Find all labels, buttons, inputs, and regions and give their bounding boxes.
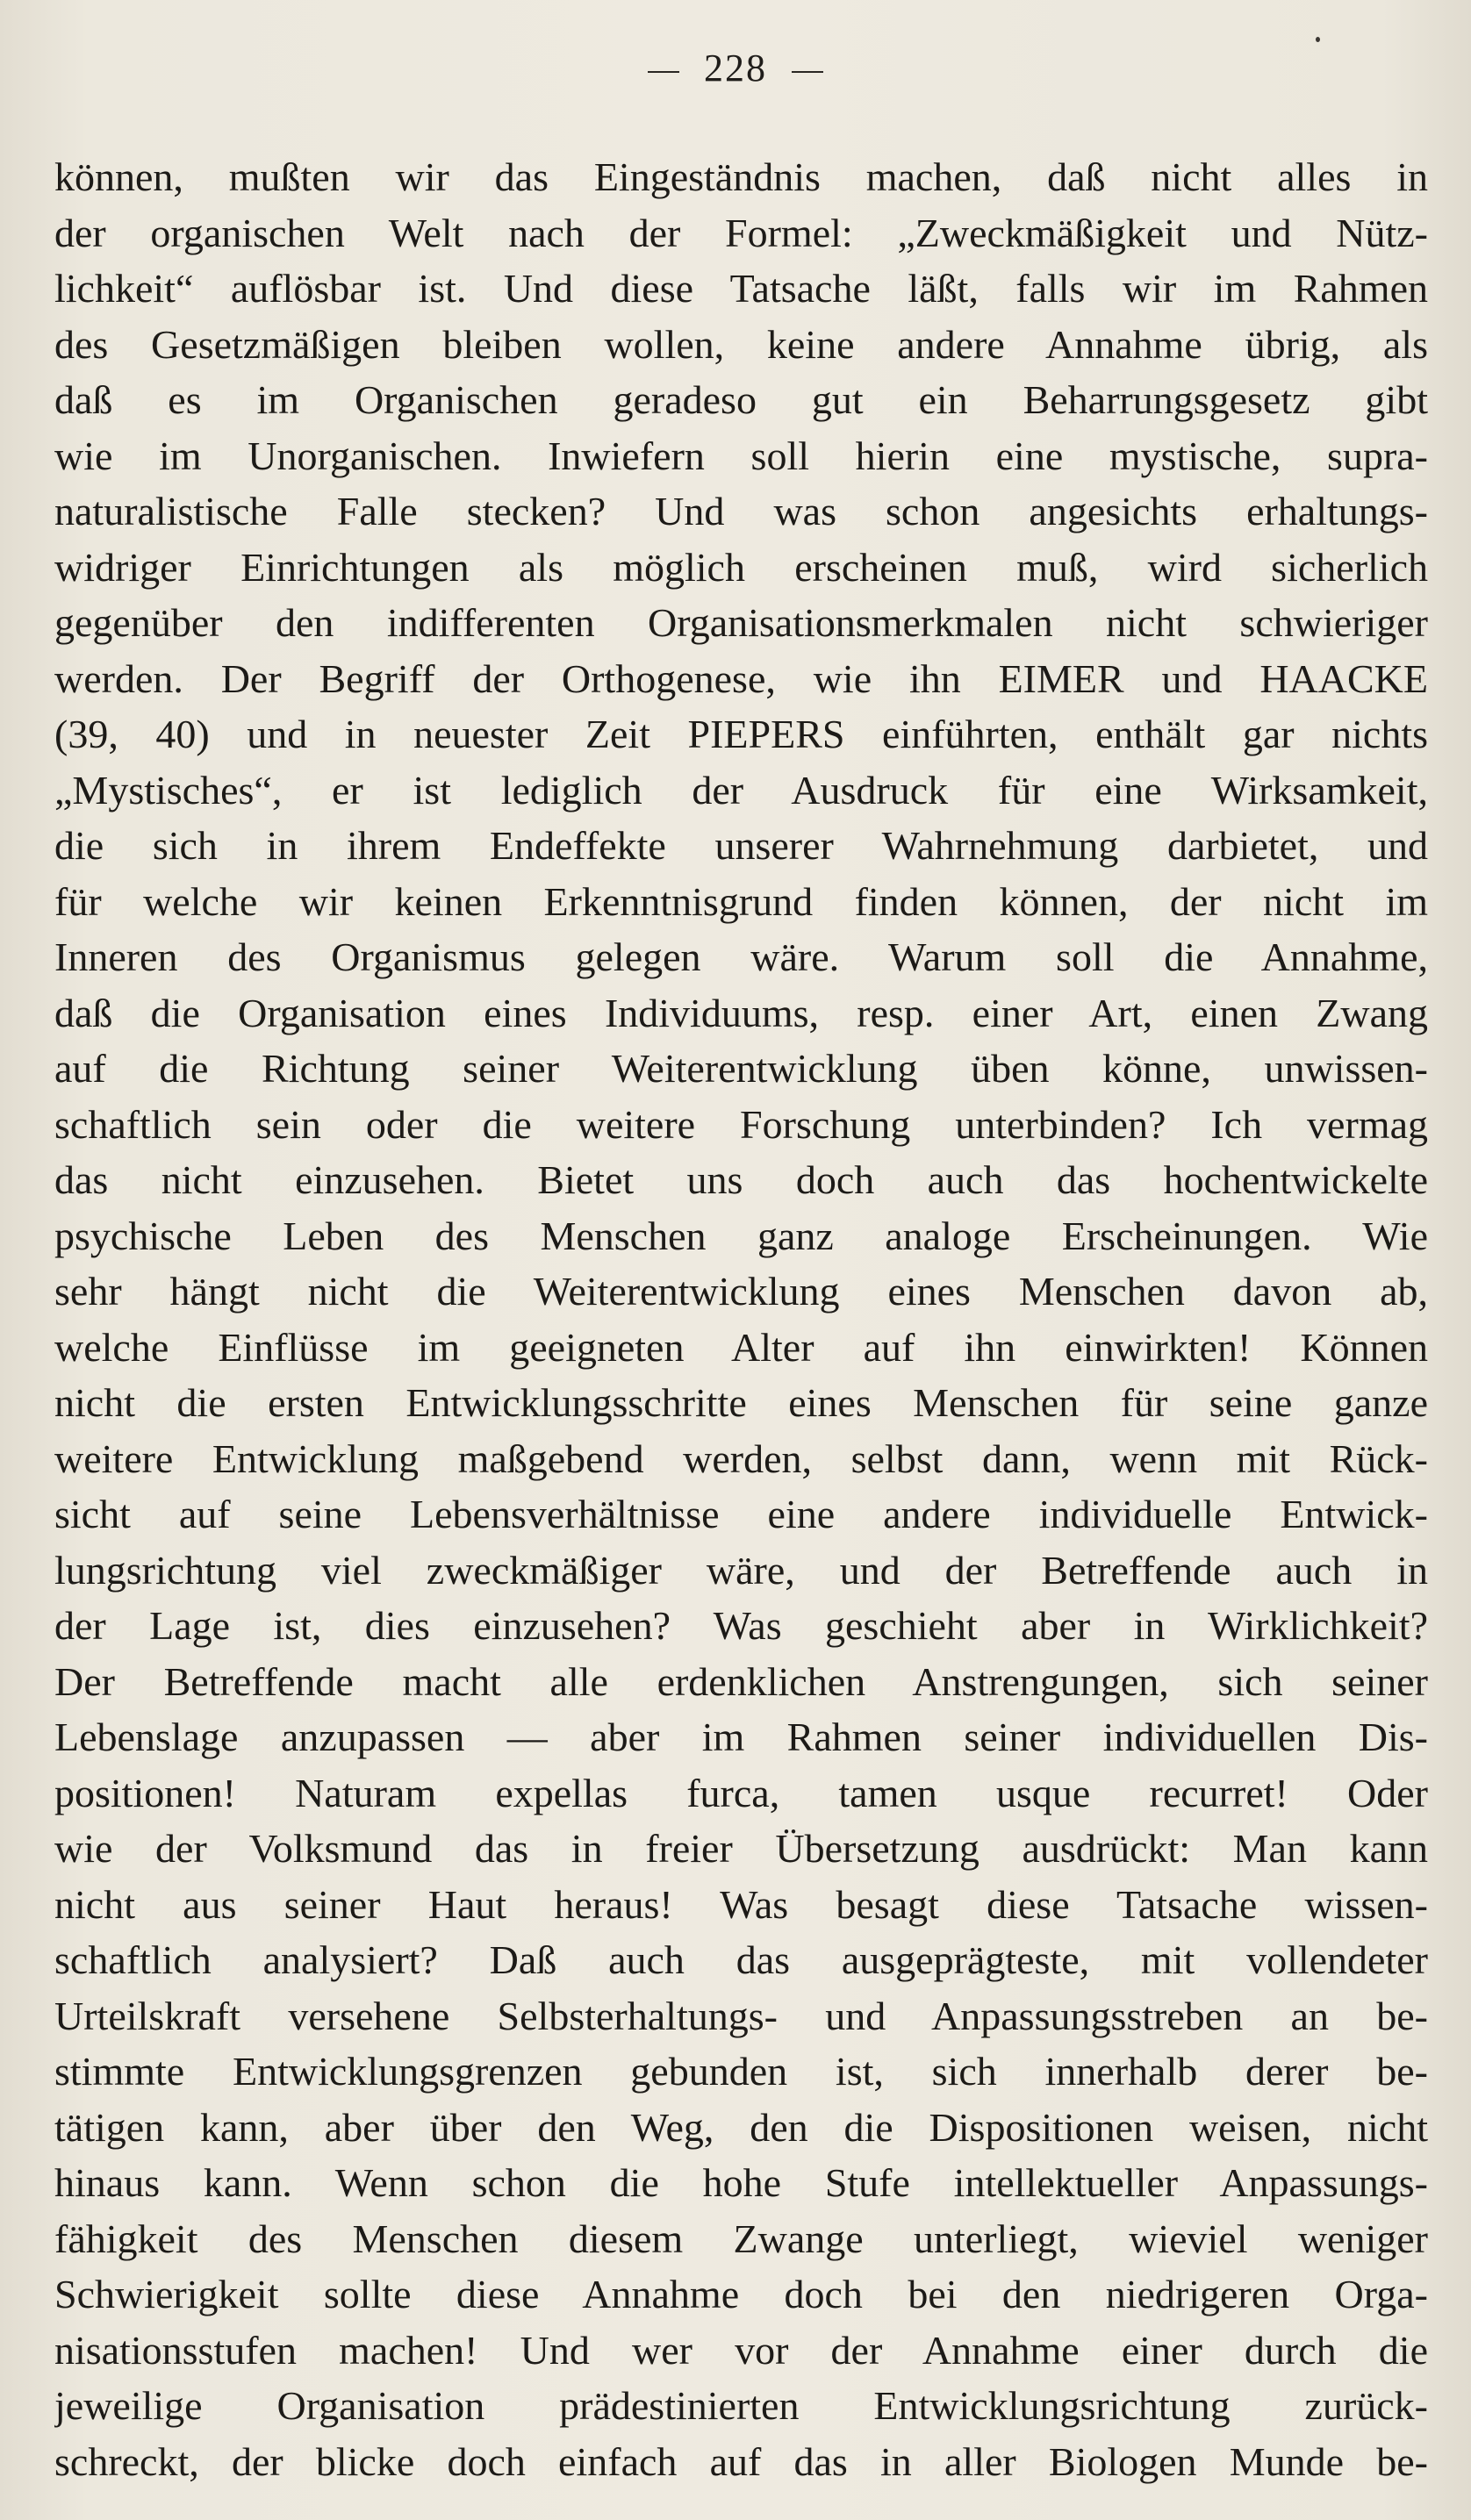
text-line: Urteilskraft versehene Selbsterhaltungs- und Anpassungsstreben an be- [54, 1993, 1428, 2038]
text-line: naturalistische Falle stecken? Und was schon angesichts erhaltungs- [54, 489, 1428, 533]
text-line: des Gesetzmäßigen bleiben wollen, keine andere Annahme übrig, als [54, 321, 1428, 367]
header-dash-right [792, 71, 823, 73]
text-line: werden. Der Begriff der Orthogenese, wie ihn EIMER und HAACKE [54, 655, 1428, 701]
text-line: nicht die ersten Entwicklungsschritte eines Menschen für seine ganze [54, 1380, 1428, 1425]
text-line: hinaus kann. Wenn schon die hohe Stufe intellektueller Anpassungs- [54, 2160, 1428, 2205]
text-line: stimmte Entwicklungsgrenzen gebunden ist, sich innerhalb derer be- [54, 2049, 1428, 2094]
text-line: Schwierigkeit sollte diese Annahme doch bei den niedrigeren Orga- [54, 2272, 1428, 2316]
text-line: der Lage ist, dies einzusehen? Was geschieht aber in Wirklichkeit? [54, 1603, 1428, 1648]
text-line: daß es im Organischen geradeso gut ein Beharrungsgesetz gibt [54, 377, 1428, 422]
text-line: die sich in ihrem Endeffekte unserer Wahrnehmung darbietet, und [54, 823, 1428, 868]
text-line: welche Einflüsse im geeigneten Alter auf ihn einwirkten! Können [54, 1324, 1428, 1370]
text-line: tätigen kann, aber über den Weg, den die Dispositionen weisen, nicht [54, 2104, 1428, 2150]
text-line: gegenüber den indifferenten Organisationsmerkmalen nicht schwieriger [54, 600, 1428, 645]
header-dash-left [648, 71, 679, 73]
text-line: für welche wir keinen Erkenntnisgrund finden können, der nicht im [54, 878, 1428, 924]
text-line: nicht aus seiner Haut heraus! Was besagt diese Tatsache wissen- [54, 1881, 1428, 1927]
text-line: sehr hängt nicht die Weiterentwicklung eines Menschen davon ab, [54, 1269, 1428, 1314]
text-line: lungsrichtung viel zweckmäßiger wäre, und der Betreffende auch in [54, 1547, 1428, 1593]
text-line: schaftlich sein oder die weitere Forschung unterbinden? Ich vermag [54, 1101, 1428, 1147]
text-line: Lebenslage anzupassen — aber im Rahmen seiner individuellen Dis- [54, 1715, 1428, 1759]
text-line: positionen! Naturam expellas furca, tamen usque recurret! Oder [54, 1770, 1428, 1815]
page-header [0, 46, 1471, 90]
page-number: 228 [704, 47, 767, 89]
text-line: daß die Organisation eines Individuums, resp. einer Art, einen Zwang [54, 990, 1428, 1035]
text-line: Inneren des Organismus gelegen wäre. Warum soll die Annahme, [54, 934, 1428, 979]
text-line: können, mußten wir das Eingeständnis machen, daß nicht alles in [54, 154, 1428, 199]
text-line: das nicht einzusehen. Bietet uns doch auch das hochentwickelte [54, 1157, 1428, 1202]
text-line: psychische Leben des Menschen ganz analoge Erscheinungen. Wie [54, 1213, 1428, 1258]
text-line: fähigkeit des Menschen diesem Zwange unterliegt, wieviel weniger [54, 2216, 1428, 2261]
text-line: nisationsstufen machen! Und wer vor der Annahme einer durch die [54, 2327, 1428, 2373]
body-text [54, 149, 1428, 2489]
text-line: schaftlich analysiert? Daß auch das ausgeprägteste, mit vollendeter [54, 1937, 1428, 1982]
text-line: auf die Richtung seiner Weiterentwicklung üben könne, unwissen- [54, 1046, 1428, 1091]
text-line: wie der Volksmund das in freier Übersetzung ausdrückt: Man kann [54, 1826, 1428, 1871]
text-line: schreckt, der blicke doch einfach auf das in aller Biologen Munde be- [54, 2438, 1428, 2484]
text-line: Der Betreffende macht alle erdenklichen Anstrengungen, sich seiner [54, 1658, 1428, 1704]
text-line: jeweilige Organisation prädestinierten Entwicklungsrichtung zurück- [54, 2383, 1428, 2428]
ink-spot [1316, 37, 1320, 42]
text-line: weitere Entwicklung maßgebend werden, selbst dann, wenn mit Rück- [54, 1435, 1428, 1481]
text-line: „Mystisches“, er ist lediglich der Ausdruck für eine Wirksamkeit, [54, 767, 1428, 813]
text-line: (39, 40) und in neuester Zeit PIEPERS einführten, enthält gar nichts [54, 712, 1428, 756]
text-line: widriger Einrichtungen als möglich erscheinen muß, wird sicherlich [54, 544, 1428, 590]
text-line: wie im Unorganischen. Inwiefern soll hierin eine mystische, supra- [54, 433, 1428, 478]
text-line: der organischen Welt nach der Formel: „Zweckmäßigkeit und Nütz- [54, 210, 1428, 255]
text-line: sicht auf seine Lebensverhältnisse eine andere individuelle Entwick- [54, 1492, 1428, 1536]
text-line: lichkeit“ auflösbar ist. Und diese Tatsache läßt, falls wir im Rahmen [54, 266, 1428, 311]
